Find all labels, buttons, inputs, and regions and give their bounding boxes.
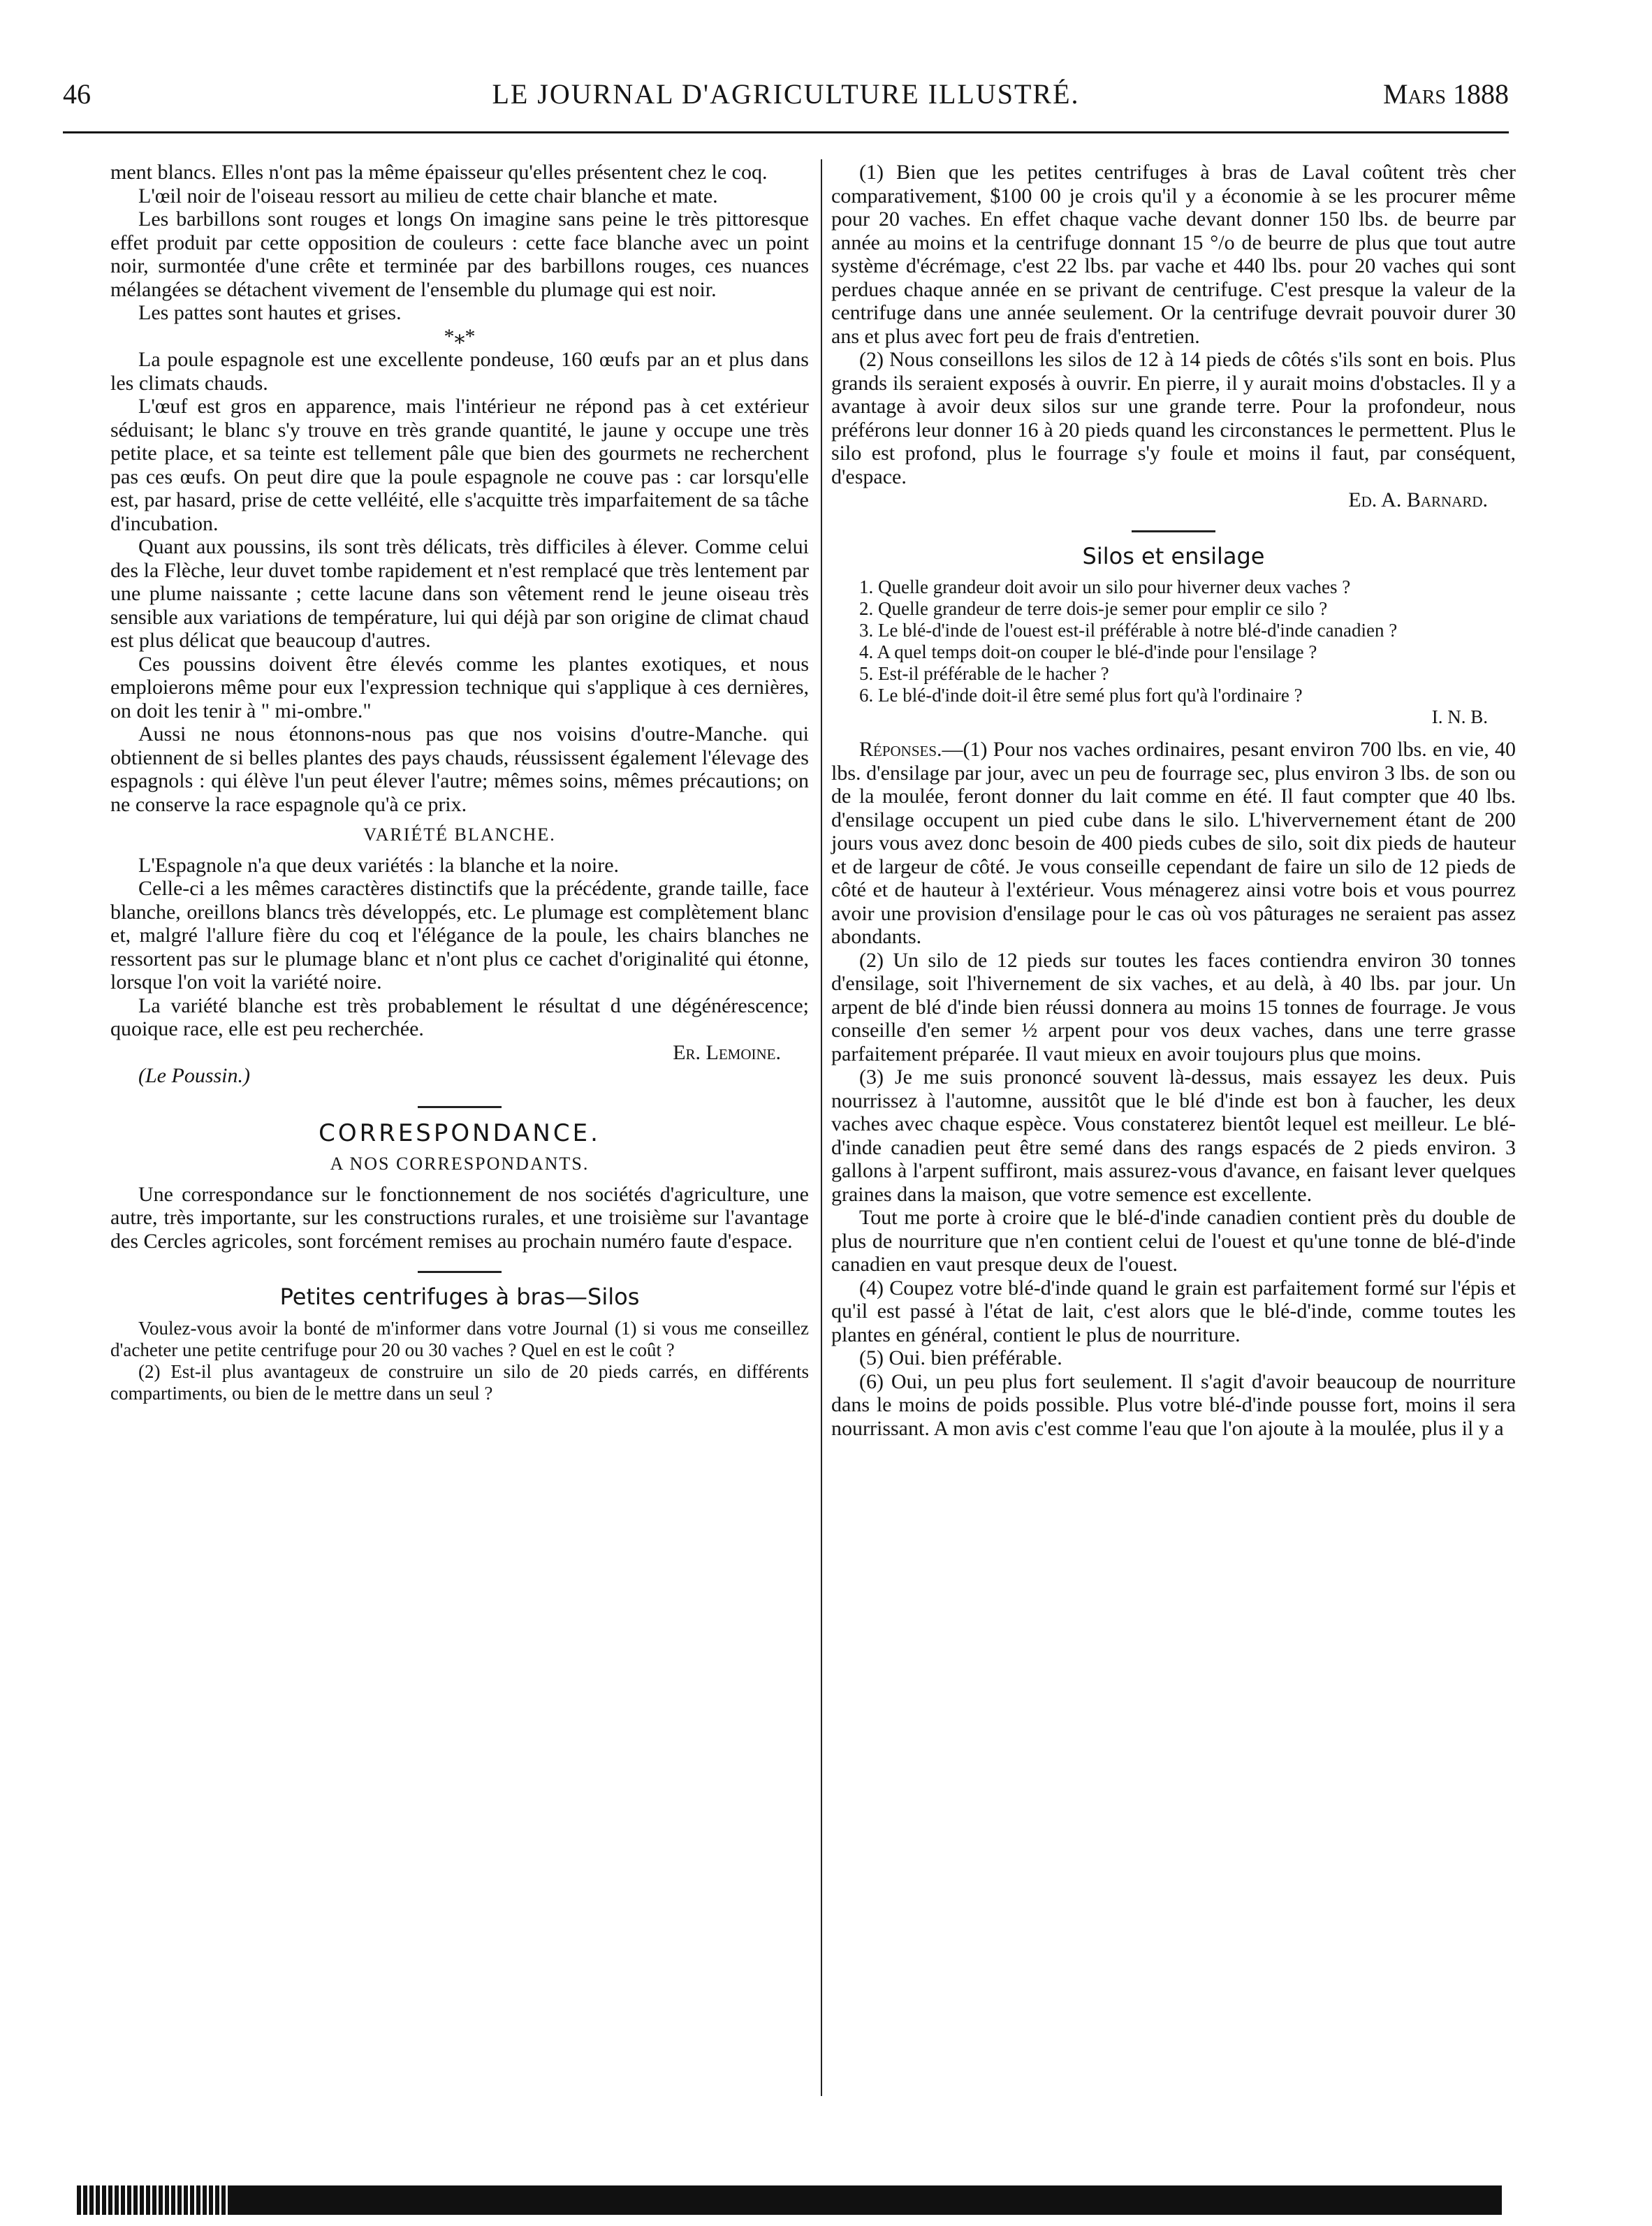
left-column bbox=[110, 161, 809, 1404]
paragraph: (2) Un silo de 12 pieds sur toutes les faces contiendra environ 30 tonnes d'ensilage, soit l'hivernement de six vaches, et au delà, à 40 lbs. par jour. Un arpent de blé d'inde bien réussi donnera au moins 15 tonnes de fourrage. Je vous conseille d'en semer ½ arpent pour vos deux vaches, dans une terre grasse parfaitement préparée. Il vaut mieux en avoir toujours plus que moins. bbox=[831, 948, 1516, 1065]
section-rule bbox=[418, 1271, 502, 1273]
question-item: 4. A quel temps doit-on couper le blé-d'inde pour l'ensilage ? bbox=[859, 641, 1317, 662]
section-subheading: VARIÉTÉ BLANCHE. bbox=[363, 824, 556, 845]
paragraph: La poule espagnole est une excellente pondeuse, 160 œufs par an et plus dans les climats chauds. bbox=[110, 348, 809, 395]
paragraph: (3) Je me suis prononcé souvent là-dessus, mais essayez les deux. Puis nourrissez à l'automne, aussitôt que le blé d'inde est bon à faucher, les deux vaches avec chaque espèce. Vous constaterez bientôt lequel est meilleur. Le blé-d'inde canadien peut être semé dans des rangs espacés de 2 pieds environ. 3 gallons à l'arpent suffiront, mais assurez-vous d'avance, en faisant lever quelques graines dans la maison, que votre semence est excellente. bbox=[831, 1065, 1516, 1206]
paragraph bbox=[831, 738, 1516, 949]
article-title: Petites centrifuges à bras—Silos bbox=[279, 1283, 640, 1310]
paragraph: Celle-ci a les mêmes caractères distinctifs que la précédente, grande taille, face blanche, oreillons blancs très développés, etc. Le plumage est complètement blanc et, malgré l'allure fière du coq et l'élégance de la poule, les chairs blanches ne ressortent pas sur le plumage blanc et n'ont plus ce cachet d'originalité qui étonne, lorsque l'on voit la variété noire. bbox=[110, 877, 809, 994]
page-number: 46 bbox=[63, 78, 91, 110]
issue-date: Mars 1888 bbox=[1382, 78, 1509, 110]
section-subheading: A NOS CORRESPONDANTS. bbox=[330, 1154, 590, 1174]
paragraph: (2) Est-il plus avantageux de construire un silo de 20 pieds carrés, en différents compartiments, ou bien de le mettre dans un seul ? bbox=[110, 1360, 809, 1404]
question-item: 2. Quelle grandeur de terre dois-je semer pour emplir ce silo ? bbox=[859, 598, 1328, 619]
column-divider bbox=[821, 159, 822, 2096]
answer-text: —(1) Pour nos vaches ordinaires, pesant environ 700 lbs. en vie, 40 lbs. d'ensilage par jour, avec un peu de fourrage sec, plus environ 3 lbs. de son ou de la moulée, feront donner du lait comme en été. Il faut compter que 40 lbs. d'ensilage occupent un pied cube dans le silo. L'hiververnement étant de 200 jours vous avez donc besoin de 400 pieds cubes de silo, soit dix pieds de hauteur et de largeur de côté. Je vous conseille cependant de faire un silo de 12 pieds de côté et de hauteur à l'extérieur. Vous ménagerez ainsi votre bois et vous pourrez avoir une provision d'ensilage pour le cas où vos pâturages ne seraient pas assez abondants. bbox=[831, 738, 1516, 948]
question-item: 3. Le blé-d'inde de l'ouest est-il préférable à notre blé-d'inde canadien ? bbox=[859, 620, 1398, 641]
right-column bbox=[831, 161, 1516, 1440]
section-title: CORRESPONDANCE. bbox=[319, 1119, 601, 1147]
paragraph: L'œil noir de l'oiseau ressort au milieu de cette chair blanche et mate. bbox=[138, 184, 718, 208]
paragraph: (6) Oui, un peu plus fort seulement. Il s'agit d'avoir beaucoup de nourriture dans le moins de poids possible. Plus votre blé-d'inde pousse fort, moins il sera nourrissant. A mon avis c'est comme l'eau que l'on ajoute à la moulée, plus il y a bbox=[831, 1369, 1516, 1440]
page-header bbox=[63, 77, 1509, 119]
paragraph: Les barbillons sont rouges et longs On imagine sans peine le très pittoresque effet produit par cette opposition de couleurs : cette face blanche avec un point noir, surmontée d'une crête et terminée par des barbillons rouges, ces nuances mélangées se détachent vivement de l'ensemble du plumage qui est noir. bbox=[110, 208, 809, 301]
section-rule bbox=[418, 1106, 502, 1108]
source-citation: (Le Poussin.) bbox=[138, 1064, 250, 1087]
author-signature: Er. Lemoine. bbox=[673, 1040, 781, 1064]
paragraph: (1) Bien que les petites centrifuges à bras de Laval coûtent très cher comparativement, $100 00 je crois qu'il y a économie à se les procurer même pour 20 vaches. En effet chaque vache devant donner 150 lbs. de beurre par année au moins et la centrifuge donnant 15 °/o de beurre de plus que tout autre système d'écrémage, c'est 22 lbs. par vache et 440 lbs. pour 20 vaches qui sont perdues chaque année en se privant de centrifuge. C'est presque la valeur de la centrifuge dans une année seulement. Or la centrifuge devrait pouvoir durer 30 ans et plus avec fort peu de frais d'entretien. bbox=[831, 161, 1516, 348]
paragraph: La variété blanche est très probablement le résultat d une dégénérescence; quoique race, elle est peu recherchée. bbox=[110, 994, 809, 1040]
paragraph: Une correspondance sur le fonctionnement de nos sociétés d'agriculture, une autre, très importante, sur les constructions rurales, et une troisième sur l'avantage des Cercles agricoles, sont forcément remises au prochain numéro faute d'espace. bbox=[110, 1182, 809, 1253]
section-rule bbox=[1132, 530, 1215, 532]
paragraph: Aussi ne nous étonnons-nous pas que nos voisins d'outre-Manche. qui obtiennent de si belles plantes des pays chauds, réussissent également l'élevage des espagnols : qui élève l'un peut élever l'autre; mêmes soins, mêmes précautions; on ne conserve la race espagnole qu'à ce prix. bbox=[110, 722, 809, 816]
paragraph: (5) Oui. bien préférable. bbox=[859, 1346, 1062, 1369]
paragraph: Quant aux poussins, ils sont très délicats, très difficiles à élever. Comme celui des la Flèche, leur duvet tombe rapidement et n'est remplacé que très lentement par une plume naissante ; cette lacune dans son vêtement rend le jeune oiseau très sensible aux variations de température, lui qui déjà par son origine de climat chaud est plus délicat que beaucoup d'autres. bbox=[110, 535, 809, 652]
scan-edge-bar bbox=[77, 2185, 1502, 2215]
question-item: 6. Le blé-d'inde doit-il être semé plus fort qu'à l'ordinaire ? bbox=[859, 685, 1303, 706]
paragraph: L'œuf est gros en apparence, mais l'intérieur ne répond pas à cet extérieur séduisant; le blanc s'y trouve en très grande quantité, le jaune y occupe une très petite place, et sa teinte est tellement pâle que bien des gourmets ne recherchent pas ces œufs. On peut dire que la poule espagnole ne couve pas : car lorsqu'elle est, par hasard, prise de cette velléité, elle s'acquitte très imparfaitement de sa tâche d'incubation. bbox=[110, 395, 809, 535]
paragraph: (2) Nous conseillons les silos de 12 à 14 pieds de côtés s'ils sont en bois. Plus grands ils seraient exposés à ouvrir. En pierre, il y aurait moins d'obstacles. Il y a avantage à avoir deux silos sur une grande terre. Pour la profondeur, nous préférons leur donner 16 à 20 pieds quand les circonstances le permettent. Plus le silo est profond, plus le fourrage s'y foule et moins il faut, par conséquent, d'espace. bbox=[831, 348, 1516, 488]
question-item: 5. Est-il préférable de le hacher ? bbox=[859, 663, 1109, 684]
paragraph: Ces poussins doivent être élevés comme les plantes exotiques, et nous emploierons même pour eux l'expression technique qui s'applique à ces dernières, on doit les tenir à " mi-ombre." bbox=[110, 652, 809, 722]
paragraph: (4) Coupez votre blé-d'inde quand le grain est parfaitement formé sur l'épis et qu'il est passé à l'état de lait, c'est alors que le blé-d'inde, comme toutes les plantes en général, contient le plus de nourriture. bbox=[831, 1276, 1516, 1346]
reponses-label: Réponses. bbox=[859, 738, 942, 761]
question-item: 1. Quelle grandeur doit avoir un silo pour hiverner deux vaches ? bbox=[859, 576, 1351, 597]
paragraph: Les pattes sont hautes et grises. bbox=[138, 301, 402, 324]
paragraph: Voulez-vous avoir la bonté de m'informer dans votre Journal (1) si vous me conseillez d'acheter une petite centrifuge pour 20 ou 30 vaches ? Quel en est le coût ? bbox=[110, 1317, 809, 1360]
paragraph: ment blancs. Elles n'ont pas la même épaisseur qu'elles présentent chez le coq. bbox=[110, 161, 768, 184]
asterism: *⁎* bbox=[444, 324, 476, 348]
paragraph: Tout me porte à croire que le blé-d'inde canadien contient près du double de plus de nourriture que n'en contient celui de l'ouest et qu'une tonne de blé-d'inde canadien en vaut presque deux de l'ouest. bbox=[831, 1206, 1516, 1276]
header-rule bbox=[63, 131, 1509, 133]
author-signature: Ed. A. Barnard. bbox=[1348, 488, 1488, 511]
article-title: Silos et ensilage bbox=[1082, 542, 1265, 569]
paragraph: L'Espagnole n'a que deux variétés : la blanche et la noire. bbox=[138, 853, 620, 877]
journal-title: LE JOURNAL D'AGRICULTURE ILLUSTRÉ. bbox=[492, 78, 1080, 110]
author-initials: I. N. B. bbox=[1431, 706, 1488, 727]
